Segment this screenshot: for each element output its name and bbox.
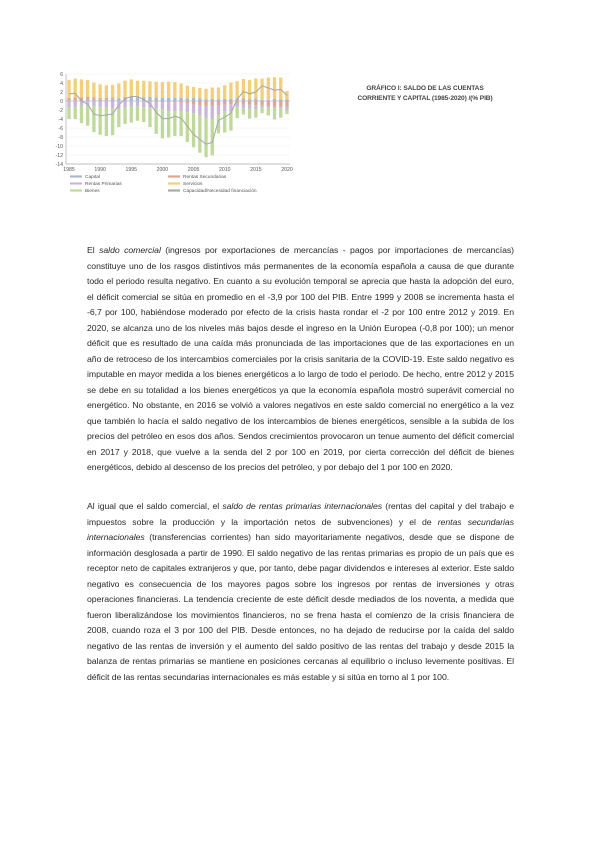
bar-capital-1998 xyxy=(148,97,151,101)
bar-capital-1990 xyxy=(98,100,101,101)
y-tick-label-9: -12 xyxy=(55,153,63,159)
paragraph-1-lines xyxy=(87,245,514,472)
bar-rentas-primarias-2016 xyxy=(260,105,263,107)
bar-rentas-secundarias-2003 xyxy=(179,101,182,103)
legend-label-1: Rentas Primarias xyxy=(85,182,122,187)
bar-capital-2003 xyxy=(179,98,182,101)
bar-rentas-primarias-1996 xyxy=(136,101,139,106)
bar-servicios-1990 xyxy=(98,84,101,98)
x-tick-label-5: 2010 xyxy=(218,167,231,173)
bar-bienes-2001 xyxy=(167,111,170,137)
bar-servicios-2002 xyxy=(173,82,176,98)
bar-rentas-secundarias-2001 xyxy=(167,101,170,102)
chart-caption xyxy=(330,84,520,104)
paragraph-2-run-4: (transferencias corrientes) han sido mayoritariamente negativos, desde que se dispone de información desglosada a partir de 1990. El saldo negativo de las rentas primarias es propio de un país que es receptor neto de capitales extranjeros y que, por tanto, debe pagar dividendos e intereses al exterior. Este saldo negativo es consecuencia de los mayores pagos sobre los ingresos por rentas de inversiones y otras operaciones financieras. La tendencia creciente de este déficit desde mediados de los noventa, a medida que fueron liberalizándose los movimientos financieros, no se frena hasta el comienzo de la crisis financiera de 2008, cuando roza el 3 por 100 del PIB. Desde entonces, no ha dejado de reducirse por la caída del saldo negativo de las rentas de inversión y el aumento del saldo positivo de las rentas del trabajo y desde 2015 la balanza de rentas primarias se mantiene en posiciones cercanas al equilibrio o incluso levemente positivas. El déficit de las rentas secundarias internacionales es más estable y si sitúa en torno al 1 por 100. xyxy=(87,532,514,682)
bar-bienes-1998 xyxy=(148,108,151,127)
bar-servicios-1987 xyxy=(80,79,83,97)
bar-bienes-1990 xyxy=(98,107,101,135)
bar-capital-2013 xyxy=(242,98,245,101)
bar-capital-2020 xyxy=(285,99,288,101)
bar-rentas-primarias-1991 xyxy=(105,101,108,108)
bar-capital-2006 xyxy=(198,98,201,101)
bar-bienes-2006 xyxy=(198,115,201,153)
bar-bienes-1985 xyxy=(67,108,70,119)
bar-capital-2016 xyxy=(260,100,263,101)
bar-servicios-2014 xyxy=(248,80,251,99)
bar-rentas-primarias-1997 xyxy=(142,101,145,107)
y-tick-label-8: -10 xyxy=(55,144,63,150)
bar-bienes-1995 xyxy=(130,106,133,122)
bar-capital-2019 xyxy=(279,99,282,101)
bar-rentas-secundarias-2019 xyxy=(279,101,282,106)
paragraph-rentas xyxy=(87,499,514,685)
bar-bienes-2000 xyxy=(161,109,164,138)
chart-caption-line-2: CORRIENTE Y CAPITAL (1985-2020) /(% PIB) xyxy=(357,95,493,102)
y-tick-label-0: 6 xyxy=(60,72,63,78)
bar-rentas-primarias-1994 xyxy=(123,101,126,108)
bar-servicios-2019 xyxy=(279,78,282,100)
bar-servicios-1985 xyxy=(67,80,70,98)
bar-rentas-primarias-1985 xyxy=(67,101,70,108)
bar-servicios-2016 xyxy=(260,79,263,101)
bar-capital-2010 xyxy=(223,99,226,101)
bar-rentas-primarias-2006 xyxy=(198,105,201,115)
bar-rentas-secundarias-1999 xyxy=(155,101,158,102)
y-tick-label-6: -6 xyxy=(58,126,63,132)
bar-rentas-secundarias-1990 xyxy=(98,98,101,100)
bar-servicios-1998 xyxy=(148,81,151,97)
bar-bienes-1993 xyxy=(117,109,120,127)
bar-rentas-secundarias-1994 xyxy=(123,97,126,98)
bar-rentas-secundarias-1992 xyxy=(111,97,114,98)
y-tick-label-7: -8 xyxy=(58,135,63,141)
bar-bienes-2010 xyxy=(223,111,226,132)
x-tick-label-4: 2005 xyxy=(187,167,200,173)
bar-rentas-primarias-2005 xyxy=(192,105,195,114)
bar-bienes-1997 xyxy=(142,107,145,122)
bar-servicios-2011 xyxy=(229,83,232,99)
bar-rentas-primarias-2018 xyxy=(273,106,276,108)
bar-rentas-primarias-2012 xyxy=(236,104,239,108)
bar-servicios-2000 xyxy=(161,82,164,98)
chart-svg xyxy=(50,68,298,200)
bar-rentas-secundarias-2020 xyxy=(285,101,288,107)
bar-servicios-1997 xyxy=(142,81,145,98)
bar-servicios-2007 xyxy=(204,89,207,99)
bar-rentas-primarias-2008 xyxy=(211,106,214,120)
bar-rentas-secundarias-2005 xyxy=(192,101,195,105)
bar-servicios-1995 xyxy=(130,79,133,96)
bar-rentas-secundarias-2018 xyxy=(273,101,276,106)
bar-servicios-1989 xyxy=(92,83,95,98)
bar-servicios-2018 xyxy=(273,77,276,99)
y-tick-label-1: 4 xyxy=(60,81,63,87)
bar-rentas-secundarias-2000 xyxy=(161,101,164,102)
paragraph-1-run-2: (ingresos por exportaciones de mercancías - pagos por importaciones de mercancías) constituye uno de los rasgos distintivos más permanentes de la economía española a causa de que durante todo el periodo resulta negativo. En cuanto a su evolución temporal se aprecia que hasta la adopción del euro, el déficit comercial se sitúa en promedio en el -3,9 por 100 del PIB. Entre 1999 y 2008 se incrementa hasta el -6,7 por 100, habiéndose moderado por efecto de la crisis hasta rondar el -2 por 100 entre 2012 y 2019. En 2020, se alcanza uno de los niveles más bajos desde el ingreso en la Unión Europea (-0,8 por 100); un menor déficit que es resultado de una caída más pronunciada de las importaciones que de las exportaciones en un año de retroceso de los intercambios comerciales por la crisis sanitaria de la COVID-19. Este saldo negativo es imputable en mayor medida a los bienes energéticos a lo largo de todo el periodo. De hecho, entre 2012 y 2015 se debe en su totalidad a los bienes energéticos ya que la economía española mostró superávit comercial no energético. No obstante, en 2016 se volvió a valores negativos en este saldo comercial no energético a la vez que también lo hacía el saldo negativo de los intercambios de bienes energéticos, sensible a la subida de los precios del petróleo en esos dos años. Sendos crecimientos provocaron un tenue aumento del déficit comercial en 2017 y 2018, que vuelve a la senda del 2 por 100 en 2019, por cierta corrección del déficit de bienes energéticos, debido al descenso de los precios del petróleo, y por debajo del 1 por 100 en 2020. xyxy=(87,245,515,472)
bar-bienes-1987 xyxy=(80,106,83,124)
x-tick-label-2: 1995 xyxy=(125,167,138,173)
y-tick-label-4: -2 xyxy=(58,108,63,114)
y-tick-label-10: -14 xyxy=(55,162,63,168)
bar-rentas-primarias-2010 xyxy=(223,105,226,112)
bar-capital-1996 xyxy=(136,97,139,101)
bar-servicios-2010 xyxy=(223,85,226,99)
bar-bienes-1988 xyxy=(86,106,89,126)
bar-capital-1993 xyxy=(117,99,120,101)
y-tick-label-5: -4 xyxy=(58,117,63,123)
bar-rentas-primarias-2013 xyxy=(242,105,245,109)
bar-servicios-2005 xyxy=(192,87,195,98)
legend-label-0: Capital xyxy=(85,175,100,180)
bar-bienes-2020 xyxy=(285,110,288,114)
x-tick-label-0: 1985 xyxy=(63,167,75,173)
bar-rentas-primarias-2014 xyxy=(248,105,251,109)
bar-rentas-secundarias-2017 xyxy=(267,101,270,106)
bar-capital-2007 xyxy=(204,99,207,101)
bar-bienes-2014 xyxy=(248,109,251,119)
x-tick-label-7: 2020 xyxy=(281,167,293,173)
bar-rentas-primarias-1989 xyxy=(92,101,95,106)
balance-chart xyxy=(50,68,298,200)
bar-capital-2017 xyxy=(267,100,270,101)
bar-capital-1988 xyxy=(86,100,89,101)
bar-capital-1986 xyxy=(74,100,77,101)
bar-capital-2018 xyxy=(273,99,276,101)
bar-servicios-2004 xyxy=(186,86,189,99)
x-tick-label-3: 2000 xyxy=(156,167,169,173)
y-tick-label-2: 2 xyxy=(60,90,63,96)
y-tick-label-3: 0 xyxy=(60,99,63,105)
bar-rentas-secundarias-2006 xyxy=(198,101,201,105)
bar-bienes-1986 xyxy=(74,107,77,119)
bar-capital-1999 xyxy=(155,97,158,101)
bar-rentas-secundarias-2016 xyxy=(260,101,263,105)
bar-rentas-primarias-2002 xyxy=(173,102,176,111)
bar-capital-2005 xyxy=(192,98,195,101)
bar-servicios-2003 xyxy=(179,83,182,97)
x-tick-label-1: 1990 xyxy=(94,167,106,173)
paragraph-2-lines xyxy=(87,501,514,682)
paragraph-2-run-2: (rentas del capital y del trabajo e impuestos sobre la producción y la importación netos de subvenciones) y el de xyxy=(87,501,515,527)
bar-rentas-primarias-1995 xyxy=(130,101,133,106)
bar-rentas-secundarias-1986 xyxy=(74,97,77,100)
bar-servicios-2015 xyxy=(254,79,257,99)
bar-servicios-1993 xyxy=(117,83,120,97)
bar-servicios-1988 xyxy=(86,80,89,97)
bar-bienes-2005 xyxy=(192,113,195,147)
bar-capital-1995 xyxy=(130,97,133,101)
bar-rentas-secundarias-1985 xyxy=(67,98,70,100)
bar-rentas-primarias-1999 xyxy=(155,102,158,109)
bar-capital-2004 xyxy=(186,98,189,101)
bar-bienes-2012 xyxy=(236,107,239,118)
bar-rentas-primarias-2009 xyxy=(217,105,220,114)
paragraph-2-run-1: saldo de rentas primarias internacionales xyxy=(222,501,383,511)
bar-capital-1992 xyxy=(111,99,114,101)
bar-servicios-1996 xyxy=(136,81,139,97)
bar-rentas-primarias-1992 xyxy=(111,101,114,109)
paragraph-2-run-3: rentas secundarias internacionales xyxy=(87,516,514,542)
bar-capital-2002 xyxy=(173,98,176,101)
bar-servicios-2008 xyxy=(211,88,214,99)
paragraph-saldo-comercial xyxy=(87,243,514,476)
bar-rentas-secundarias-2013 xyxy=(242,101,245,105)
paragraph-2-run-0: Al igual que el saldo comercial, el xyxy=(87,501,223,511)
bar-capital-2008 xyxy=(211,99,214,101)
bar-servicios-2012 xyxy=(236,81,239,98)
bar-capital-2000 xyxy=(161,98,164,101)
bar-bienes-2017 xyxy=(267,107,270,115)
bar-capital-1991 xyxy=(105,99,108,101)
bar-servicios-2009 xyxy=(217,88,220,100)
bar-bienes-1991 xyxy=(105,108,108,136)
bar-bienes-2007 xyxy=(204,118,207,157)
bar-servicios-1991 xyxy=(105,85,108,98)
bar-rentas-primarias-1986 xyxy=(74,101,77,107)
bar-rentas-primarias-2020 xyxy=(285,107,288,111)
bar-rentas-secundarias-1993 xyxy=(117,98,120,99)
bar-capital-2001 xyxy=(167,98,170,101)
bar-rentas-primarias-2004 xyxy=(186,104,189,113)
bar-rentas-primarias-2007 xyxy=(204,106,207,119)
bar-bienes-1994 xyxy=(123,108,126,124)
bar-rentas-primarias-2003 xyxy=(179,103,182,111)
bar-bienes-2003 xyxy=(179,111,182,136)
legend-label-5: Capacidad/Necesidad financiación xyxy=(183,189,257,194)
bar-servicios-2001 xyxy=(167,82,170,98)
legend-label-3: Rentas Secundarias xyxy=(183,175,227,180)
bar-bienes-2015 xyxy=(254,109,257,118)
bar-rentas-secundarias-2015 xyxy=(254,101,257,105)
bar-capital-1985 xyxy=(67,100,70,101)
bar-capital-2014 xyxy=(248,99,251,101)
bar-rentas-secundarias-2007 xyxy=(204,101,207,106)
bar-servicios-2006 xyxy=(198,88,201,98)
bar-rentas-secundarias-2002 xyxy=(173,101,176,102)
paragraph-1-run-0: El xyxy=(87,245,100,255)
legend-label-4: Servicios xyxy=(183,182,203,187)
bar-rentas-primarias-2000 xyxy=(161,102,164,109)
bar-bienes-1996 xyxy=(136,106,139,120)
bar-rentas-primarias-1990 xyxy=(98,101,101,107)
bar-bienes-2002 xyxy=(173,111,176,136)
bar-rentas-secundarias-2004 xyxy=(186,101,189,104)
bar-rentas-secundarias-2009 xyxy=(217,101,220,105)
bar-bienes-2018 xyxy=(273,108,276,119)
bar-bienes-2016 xyxy=(260,107,263,113)
bar-capital-2015 xyxy=(254,98,257,101)
bar-rentas-secundarias-1991 xyxy=(105,98,108,99)
bar-rentas-primarias-2015 xyxy=(254,105,257,109)
bar-servicios-1992 xyxy=(111,85,114,98)
bar-rentas-secundarias-2011 xyxy=(229,101,232,104)
bar-bienes-2013 xyxy=(242,108,245,114)
bar-rentas-secundarias-1988 xyxy=(86,97,89,100)
bar-capital-2009 xyxy=(217,99,220,101)
chart-caption-line-1: GRÁFICO I: SALDO DE LAS CUENTAS xyxy=(366,85,484,92)
bar-rentas-secundarias-2008 xyxy=(211,101,214,106)
bar-rentas-primarias-2019 xyxy=(279,106,282,108)
paragraph-1-run-1: saldo comercial xyxy=(99,245,161,255)
bar-capital-2011 xyxy=(229,99,232,101)
bar-capital-1989 xyxy=(92,100,95,101)
bar-rentas-primarias-2017 xyxy=(267,106,270,108)
legend-label-2: Bienes xyxy=(85,189,100,194)
x-tick-label-6: 2015 xyxy=(250,167,262,173)
bar-bienes-1989 xyxy=(92,106,95,132)
bar-servicios-1999 xyxy=(155,82,158,98)
bar-bienes-2019 xyxy=(279,108,282,117)
bar-rentas-primarias-2001 xyxy=(167,102,170,111)
bar-servicios-1994 xyxy=(123,81,126,97)
bar-rentas-secundarias-2010 xyxy=(223,101,226,105)
bar-rentas-secundarias-1989 xyxy=(92,97,95,99)
bar-rentas-secundarias-2014 xyxy=(248,101,251,105)
bar-servicios-2013 xyxy=(242,79,245,98)
